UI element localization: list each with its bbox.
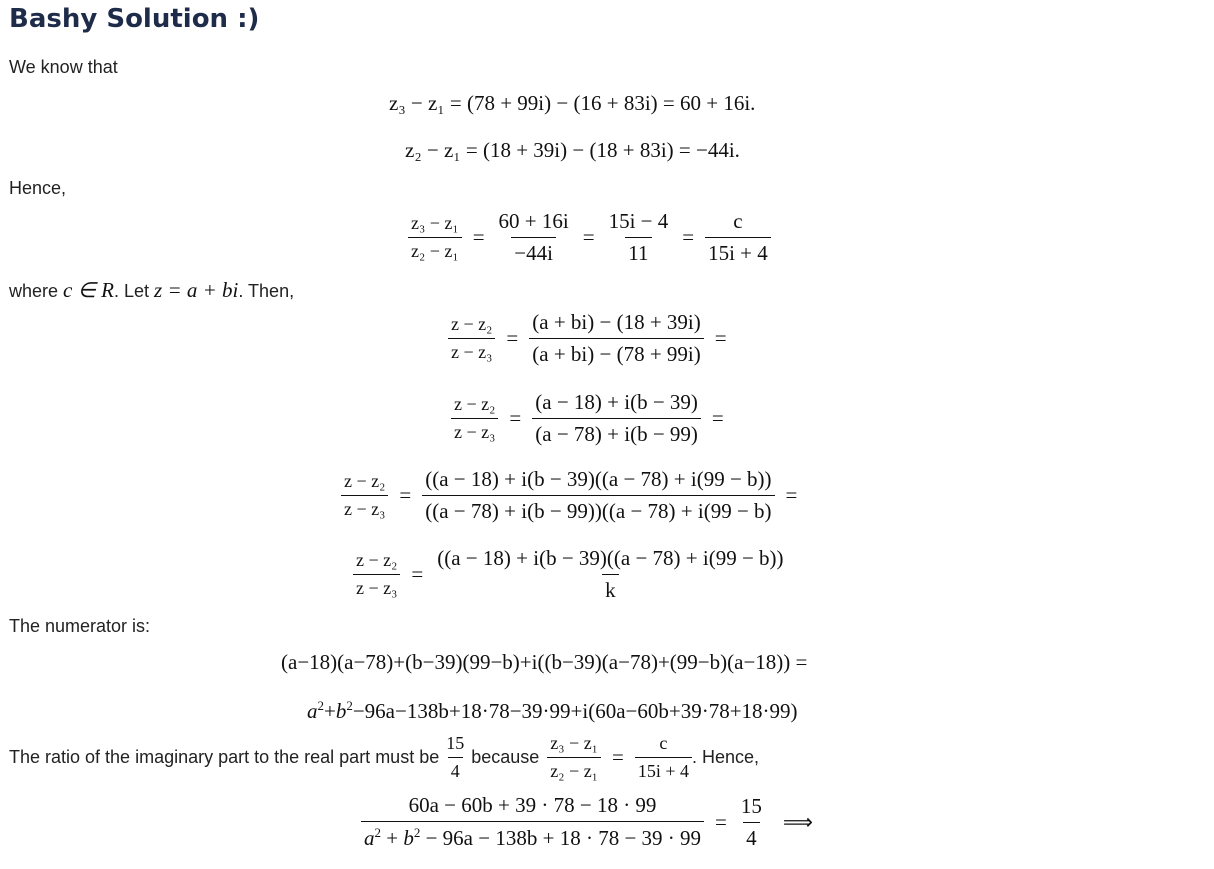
where-text: where [9,281,64,301]
numerator-label: The numerator is: [9,616,151,636]
equals-sign: = [715,809,727,834]
denominator: z₂ − z₁ [547,757,601,782]
fraction [434,546,786,603]
denominator: z − z₃ [451,418,498,443]
numerator: 60a − 60b + 39 · 78 − 18 · 99 [408,793,657,817]
numerator: z₃ − z₁ [550,733,598,753]
where-mid-text: . Let [113,281,155,301]
equation-z-ratio-1 [444,310,734,367]
denominator: (a − 78) + i(b − 99) [532,418,701,447]
ratio-text: The ratio of the imaginary part to the real part must be [9,747,440,767]
exponent: 2 [374,825,381,840]
exponent: 2 [317,698,324,713]
numerator: 15i − 4 [608,209,669,233]
denominator-rest: − 96a − 138b + 18 · 78 − 39 · 99 [420,826,702,850]
equals-sign: = [714,326,727,350]
numerator: c [733,209,743,233]
hence-text-2: . Hence, [691,747,760,767]
denominator: 15i + 4 [635,757,692,782]
fraction [738,794,765,851]
denominator: 11 [625,237,651,266]
fraction [606,209,672,266]
var-a: a [307,699,318,723]
var-b: b [403,826,414,850]
equation-ratio-fractions [404,209,775,266]
numerator: (a + bi) − (18 + 39i) [532,310,701,334]
denominator: (a + bi) − (78 + 99i) [529,338,704,367]
fraction [529,310,704,367]
denominator: ((a − 78) + i(b − 99))((a − 78) + i(99 − b) [422,495,774,524]
intro-text: We know that [9,57,118,77]
page-title: Bashy Solution :) [9,4,260,34]
fraction [635,733,692,782]
where-post-text: . Then, [238,281,295,301]
fraction [532,390,701,447]
equation-z-ratio-3 [337,467,804,524]
numerator: c [659,733,668,753]
fraction [451,394,498,443]
denominator: z₂ − z₁ [408,237,462,262]
fraction [443,733,467,782]
hence-text: Hence, [9,178,67,198]
equation-z3-minus-z1: z₃ − z₁ = (78 + 99i) − (16 + 83i) = 60 + 16i. [389,91,756,115]
denominator: 4 [448,757,463,782]
equation-z2-minus-z1: z₂ − z₁ = (18 + 39i) − (18 + 83i) = −44i. [405,138,740,162]
fraction [448,314,495,363]
denominator: $a^2 + b^2 - 96a - 138b + 18 \cdot 78 - 39 \cdot 99$ [361,821,704,851]
fraction [496,209,572,266]
var-b: b [335,699,347,723]
fraction [341,471,388,520]
numerator: z − z₂ [356,550,398,570]
equation-z-ratio-4 [349,546,791,603]
equals-sign: = [582,225,595,249]
numerator: z − z₂ [344,471,386,491]
equals-sign: = [682,225,695,249]
expression-rest: −96a−138b+18·78−39·99+i(60a−60b+39·78+18·99) [352,699,798,723]
equals-sign: = [509,406,522,430]
fraction [547,733,601,782]
equation-final-ratio [357,793,820,851]
equals-sign: = [785,483,798,507]
where-math-z: z = a + bi [154,278,239,302]
equals-sign: = [611,745,624,769]
exponent: 2 [413,825,421,840]
numerator: z₃ − z₁ [411,213,459,233]
denominator: −44i [511,237,556,266]
equation-z-ratio-2 [447,390,731,447]
denominator: k [602,574,619,603]
numerator: ((a − 18) + i(b − 39)((a − 78) + i(99 − b)) [425,467,772,491]
where-line [9,278,294,303]
fraction [422,467,774,524]
fraction [353,550,400,599]
equals-sign: = [399,483,412,507]
numerator: z − z₂ [451,314,493,334]
numerator: z − z₂ [454,394,496,414]
denominator: 15i + 4 [705,237,771,266]
numerator: 15 [740,793,762,818]
ratio-line [9,733,759,782]
equals-sign: = [711,406,724,430]
where-math-c: c ∈ R [63,278,114,302]
equation-numerator-simplified: $a^2+b^2-96a-138b+18\cdot 78-39\cdot 99+i(60a-60b+39\cdot 78+18\cdot 99)$ [307,698,798,723]
exponent: 2 [346,698,353,713]
equals-sign: = [472,225,485,249]
denominator: z − z₃ [448,338,495,363]
equation-numerator-expanded: (a−18)(a−78)+(b−39)(99−b)+i((b−39)(a−78)+(99−b)(a−18)) = [281,650,808,674]
denominator: z − z₃ [341,495,388,520]
implies-arrow-icon: ⟹ [782,809,813,834]
denominator: z − z₃ [353,574,400,599]
numerator: 15 [446,733,465,753]
numerator: (a − 18) + i(b − 39) [535,390,698,414]
equals-sign: = [506,326,519,350]
numerator: 60 + 16i [498,209,569,233]
fraction [361,793,704,851]
because-text: because [471,747,540,767]
equals-sign: = [411,562,424,586]
fraction [705,209,771,266]
denominator: 4 [743,822,760,851]
fraction [408,213,462,262]
var-a: a [364,826,375,850]
numerator: ((a − 18) + i(b − 39)((a − 78) + i(99 − b)) [437,546,784,570]
